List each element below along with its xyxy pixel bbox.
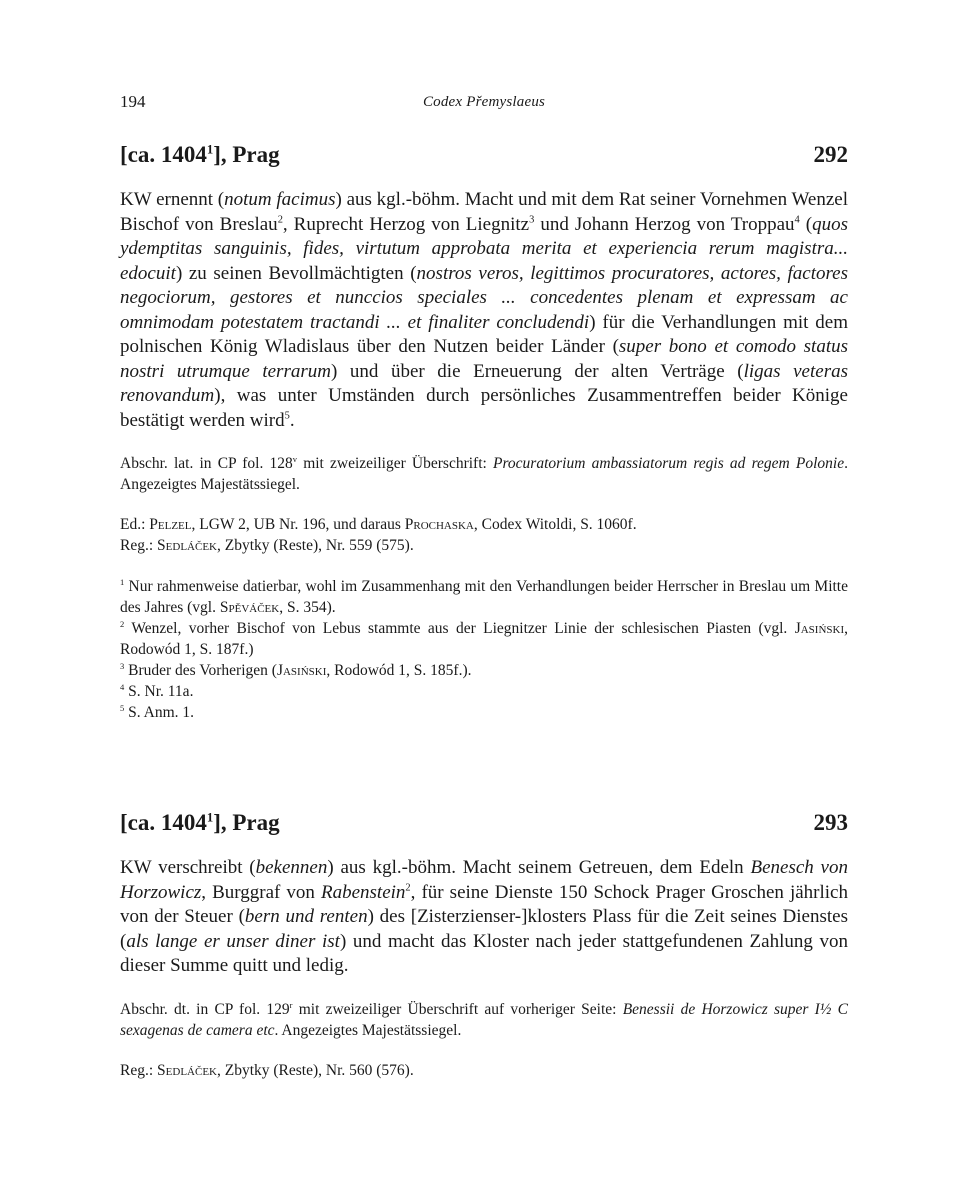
copy-note: Abschr. lat. in CP fol. 128$^v$ mit zweizeiliger Überschrift: Procuratorium ambassiatorum regis ad regem Polonie. Angezeigtes Majestätssiegel. xyxy=(120,453,848,493)
entry-number: 292 xyxy=(813,142,848,167)
regest-text: KW ernennt (notum facimus) aus kgl.-böhm. Macht und mit dem Rat seiner Vornehmen Wenzel Bischof von Breslau$^2$, Ruprecht Herzog von Liegnitz$^3$ und Johann Herzog von Troppau$^4$ (quos ydemptitas sanguinis, fides, virtutum approbata merita et experiencia rerum magistra... edocuit) zu seinen Bevollmächtigten (nostros veros, legittimos procuratores, actores, factores negociorum, gestores et nunccios speciales ... concedentes plenam et expressam ac omnimodam potestatem tractandi ... et finaliter concludendi) für die Verhandlungen mit dem polnischen König Wladislaus über den Nutzen beider Länder (super bono et comodo status nostri utrumque terrarum) und über die Erneuerung der alten Verträge (ligas veteras renovandum), was unter Umständen durch persönliches Zusammentreffen beider Könige bestätigt werden wird$^5$. xyxy=(120,189,849,431)
regesta-line: Reg.: Sedláček, Zbytky (Reste), Nr. 560 (576). xyxy=(120,1061,414,1079)
edition-line: Ed.: Pelzel, LGW 2, UB Nr. 196, und daraus Prochaska, Codex Witoldi, S. 1060f. xyxy=(120,516,637,533)
entry-heading xyxy=(120,142,848,172)
entry-heading xyxy=(120,810,848,840)
regest-text: KW verschreibt (bekennen) aus kgl.-böhm. Macht seinem Getreuen, dem Edeln Benesch von Horzowicz, Burggraf von Rabenstein$^2$, für seine Dienste 150 Schock Prager Groschen jährlich von der Steuer (bern und renten) des [Zisterzienser-]klosters Plass für die Zeit seines Dienstes (als lange er unser diner ist) und macht das Kloster nach jeder stattgefundenen Zahlung von dieser Summe quitt und ledig. xyxy=(120,857,848,976)
footnote: $^2$ Wenzel, vorher Bischof von Lebus stammte aus der Liegnitzer Linie der schlesischen Piasten (vgl. Jasiński, Rodowód 1, S. 187f.) xyxy=(120,618,848,658)
footnotes xyxy=(120,576,848,723)
running-title: Codex Přemyslaeus xyxy=(422,94,546,110)
footnote: $^1$ Nur rahmenweise datierbar, wohl im Zusammenhang mit den Verhandlungen beider Herrscher in Breslau um Mitte des Jahres (vgl. Spěváček, S. 354). xyxy=(120,576,848,616)
entry-292 xyxy=(120,142,848,723)
copy-note: Abschr. dt. in CP fol. 129$^r$ mit zweizeiliger Überschrift auf vorheriger Seite: Benessii de Horzowicz super I½ C sexagenas de camera etc. Angezeigtes Majestätssiegel. xyxy=(120,999,849,1039)
footnote: $^5$ S. Anm. 1. xyxy=(120,702,195,721)
page-number: 194 xyxy=(120,92,146,111)
entry-293 xyxy=(120,810,848,1081)
regesta-line: Reg.: Sedláček, Zbytky (Reste), Nr. 559 (575). xyxy=(120,537,414,554)
entry-number: 293 xyxy=(813,810,848,835)
entry-title: [ca. 1404$^1$], Prag xyxy=(120,142,280,167)
footnote: $^4$ S. Nr. 11a. xyxy=(120,681,194,700)
running-head xyxy=(120,92,848,118)
footnote: $^3$ Bruder des Vorherigen (Jasiński, Rodowód 1, S. 185f.). xyxy=(120,660,472,679)
entry-title: [ca. 1404$^1$], Prag xyxy=(120,810,280,835)
